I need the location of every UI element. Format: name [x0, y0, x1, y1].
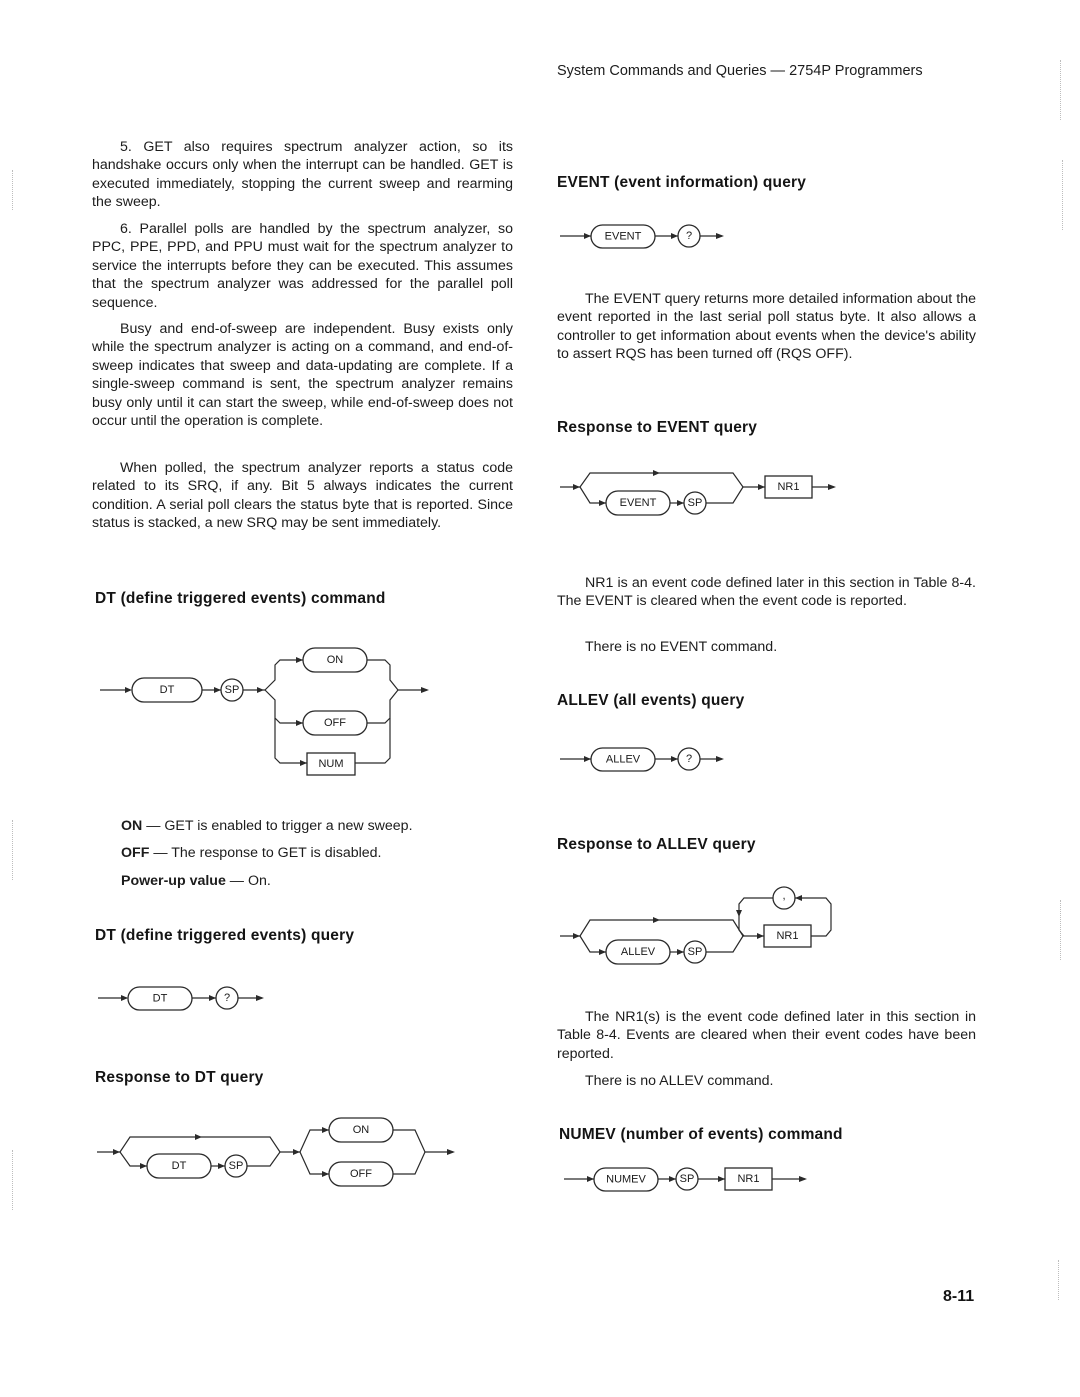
bypass-line — [120, 1137, 280, 1152]
event-response-heading: Response to EVENT query — [557, 419, 758, 436]
arrow-icon — [828, 484, 836, 490]
dt-query-heading: DT (define triggered events) query — [95, 927, 355, 944]
merge-line-off — [393, 1152, 425, 1174]
scan-margin-mark — [12, 820, 13, 880]
page-number: 8-11 — [943, 1288, 975, 1305]
separator-label: , — [782, 890, 786, 902]
option-off-label: OFF — [324, 717, 346, 729]
query-mark-label: ? — [685, 753, 693, 765]
arrow-icon — [296, 720, 303, 726]
arrow-icon — [256, 995, 264, 1001]
scan-margin-mark — [1058, 1260, 1059, 1300]
arrow-icon — [718, 1176, 725, 1182]
definition-term: ON — [121, 818, 143, 834]
definition-text: GET is enabled to trigger a new sweep. — [164, 818, 413, 834]
arrow-icon — [584, 233, 591, 239]
arrow-icon — [599, 500, 606, 506]
branch-line — [580, 487, 606, 503]
value-nr1-label: NR1 — [776, 930, 799, 942]
branch-line-on — [300, 1130, 329, 1152]
bypass-line — [580, 473, 743, 487]
sp-label: SP — [679, 1173, 695, 1185]
allev-query-heading: ALLEV (all events) query — [557, 692, 745, 709]
value-nr1-label: NR1 — [777, 481, 800, 493]
arrow-icon — [113, 1149, 120, 1155]
keyword-dt-label: DT — [159, 684, 175, 696]
arrow-icon — [677, 500, 684, 506]
arrow-icon — [447, 1149, 455, 1155]
bypass-line — [580, 920, 743, 936]
scan-margin-mark — [1060, 900, 1061, 960]
arrow-icon — [599, 949, 606, 955]
arrow-icon — [125, 687, 132, 693]
event-query-heading: EVENT (event information) query — [557, 174, 807, 191]
definition-dash: — — [225, 873, 248, 889]
merge-line-on — [393, 1130, 425, 1152]
definition-dash: — — [149, 845, 172, 861]
option-on-label: ON — [352, 1124, 370, 1136]
arrow-icon — [677, 949, 684, 955]
arrow-icon — [195, 1134, 202, 1140]
arrow-icon — [218, 1163, 225, 1169]
keyword-dt-label: DT — [171, 1160, 187, 1172]
event-response-note: There is no EVENT command. — [585, 639, 778, 655]
arrow-icon — [257, 687, 264, 693]
arrow-icon — [140, 1163, 147, 1169]
arrow-icon — [795, 895, 802, 901]
arrow-icon — [669, 1176, 676, 1182]
arrow-icon — [799, 1176, 807, 1182]
definition-power-up — [121, 873, 271, 889]
arrow-icon — [757, 933, 764, 939]
dt-response-syntax-diagram — [95, 1110, 465, 1190]
keyword-event-label: EVENT — [619, 497, 657, 509]
arrow-icon — [421, 687, 429, 693]
arrow-icon — [296, 657, 303, 663]
event-query-description: The EVENT query returns more detailed information about the event reported in the last serial poll status byte. It also allows a controller to get information about events when the device's ability to assert RQS has been turned off (RQS OFF). — [557, 291, 976, 363]
definition-on — [121, 818, 413, 834]
option-off-label: OFF — [350, 1168, 372, 1180]
arrow-icon — [322, 1127, 329, 1133]
numev-command-syntax-diagram — [562, 1166, 822, 1194]
arrow-icon — [716, 233, 724, 239]
paragraph-item-5: 5. GET also requires spectrum analyzer action, so its handshake occurs only when the interrupt can be handled. GET is executed immediately, stopping the current sweep and rearming the sweep. — [92, 139, 513, 211]
definition-term: OFF — [121, 845, 150, 861]
event-response-syntax-diagram — [558, 465, 848, 520]
dt-command-syntax-diagram — [95, 640, 440, 780]
branch-line — [120, 1152, 147, 1166]
event-response-description: NR1 is an event code defined later in this section in Table 8-4. The EVENT is cleared when the event code is reported. — [557, 575, 976, 610]
branch-line-num — [275, 718, 307, 763]
allev-query-syntax-diagram — [558, 746, 738, 774]
definition-text: On. — [247, 873, 271, 889]
arrow-icon — [653, 917, 660, 923]
arrow-icon — [758, 484, 765, 490]
value-nr1-label: NR1 — [737, 1173, 760, 1185]
merge-line — [247, 1152, 280, 1166]
option-on-label: ON — [326, 654, 344, 666]
arrow-icon — [573, 484, 580, 490]
arrow-icon — [671, 233, 678, 239]
scan-margin-mark — [12, 170, 13, 210]
query-mark-label: ? — [685, 230, 693, 242]
definition-text: The response to GET is disabled. — [171, 845, 382, 861]
sp-label: SP — [224, 684, 240, 696]
arrow-icon — [587, 1176, 594, 1182]
branch-line-off — [300, 1152, 329, 1174]
arrow-icon — [121, 995, 128, 1001]
arrow-icon — [736, 910, 742, 917]
arrow-icon — [573, 933, 580, 939]
sp-label: SP — [687, 497, 703, 509]
event-query-syntax-diagram — [558, 223, 738, 251]
merge-line — [706, 487, 743, 503]
merge-line-on — [367, 660, 398, 690]
running-head: System Commands and Queries — 2754P Programmers — [557, 63, 923, 79]
paragraph-busy: Busy and end-of-sweep are independent. Busy exists only while the spectrum analyzer is acting on a command, and end-of-sweep indicates that sweep and data-updating are complete. If a single-sweep command is sent, the spectrum analyzer remains busy only until it can start the sweep, while end-of-sweep does not occur until the operation is complete. — [92, 321, 513, 430]
numev-command-heading: NUMEV (number of events) command — [559, 1126, 843, 1143]
definition-term: Power-up value — [121, 873, 226, 889]
arrow-icon — [716, 756, 724, 762]
scan-margin-mark — [1060, 60, 1061, 120]
keyword-dt-label: DT — [152, 992, 168, 1005]
arrow-icon — [584, 756, 591, 762]
keyword-allev-label: ALLEV — [620, 946, 656, 958]
branch-line-off — [265, 690, 303, 723]
dt-query-syntax-diagram — [95, 985, 275, 1015]
allev-response-syntax-diagram — [558, 880, 848, 970]
keyword-allev-label: ALLEV — [605, 753, 641, 766]
arrow-icon — [322, 1171, 329, 1177]
allev-response-heading: Response to ALLEV query — [557, 836, 756, 853]
scan-margin-mark — [12, 1150, 13, 1210]
merge-line-off — [367, 690, 398, 723]
merge-line — [706, 936, 743, 952]
keyword-event-label: EVENT — [604, 230, 642, 243]
definition-off — [121, 845, 382, 861]
sp-label: SP — [687, 946, 703, 958]
query-mark-label: ? — [223, 992, 231, 1004]
allev-response-description: The NR1(s) is the event code defined later in this section in Table 8-4. Events are cleared when their event codes have been reported. — [557, 1009, 976, 1062]
branch-line-on — [265, 660, 303, 690]
arrow-icon — [300, 760, 307, 766]
sp-label: SP — [228, 1160, 244, 1172]
keyword-numev-label: NUMEV — [606, 1173, 646, 1186]
arrow-icon — [671, 756, 678, 762]
arrow-icon — [293, 1149, 300, 1155]
dt-response-heading: Response to DT query — [95, 1069, 264, 1086]
arrow-icon — [653, 470, 660, 476]
allev-response-note: There is no ALLEV command. — [585, 1073, 774, 1089]
definition-dash: — — [142, 818, 165, 834]
dt-command-heading: DT (define triggered events) command — [95, 590, 386, 607]
scan-margin-mark — [1062, 160, 1063, 230]
arrow-icon — [214, 687, 221, 693]
option-num-label: NUM — [318, 758, 344, 770]
arrow-icon — [209, 995, 216, 1001]
branch-line — [580, 936, 606, 952]
paragraph-polled: When polled, the spectrum analyzer reports a status code related to its SRQ, if any. Bit 5 always indicates the current condition. A serial poll clears the status byte that is reported. Since status is stacked, a new SRQ may be sent immediately. — [92, 460, 513, 532]
paragraph-item-6: 6. Parallel polls are handled by the spectrum analyzer, so PPC, PPE, PPD, and PPU must wait for the spectrum analyzer to service the interrupts before they can be executed. This assumes that the spectrum analyzer was addressed for the parallel poll sequence. — [92, 221, 513, 311]
